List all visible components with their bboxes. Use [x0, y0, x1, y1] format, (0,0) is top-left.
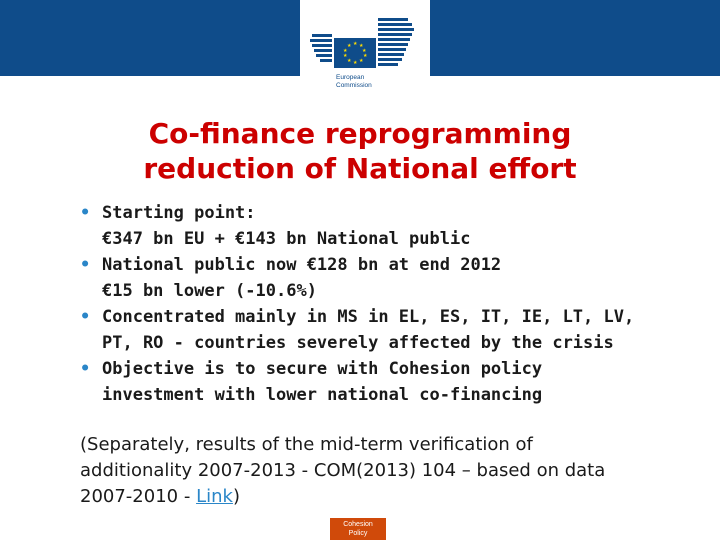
bullet-item: [80, 200, 700, 252]
bullet-line: Starting point:: [102, 203, 256, 223]
bullet-dot-icon: •: [80, 203, 91, 223]
svg-text:★: ★: [353, 41, 358, 47]
bullet-line: €347 bn EU + €143 bn National public: [102, 229, 471, 249]
note-line-1: (Separately, results of the mid-term verification of: [80, 434, 533, 455]
svg-text:★: ★: [343, 48, 348, 54]
bullet-item: [80, 252, 700, 304]
bullet-line: Objective is to secure with Cohesion policy: [102, 359, 543, 379]
bullet-line: Concentrated mainly in MS in EL, ES, IT, IE, LT, LV,: [102, 307, 635, 327]
svg-text:★: ★: [343, 53, 348, 59]
cohesion-policy-badge: [330, 518, 386, 540]
bullet-list: [80, 200, 700, 408]
logo-line-1: European: [336, 74, 365, 81]
logo-caption: [336, 74, 396, 90]
note-line-3-suffix: ): [232, 486, 240, 507]
additionality-note: [80, 432, 700, 510]
bullet-dot-icon: •: [80, 255, 91, 275]
bullet-line: €15 bn lower (-10.6%): [102, 281, 317, 301]
svg-text:★: ★: [359, 43, 364, 49]
badge-line-1: Cohesion: [343, 521, 373, 528]
note-line-3-prefix: 2007-2010 -: [80, 486, 197, 507]
bullet-dot-icon: •: [80, 359, 91, 379]
bullet-line: investment with lower national co-financing: [102, 385, 543, 405]
logo-line-2: Commission: [336, 82, 372, 89]
slide-title: [60, 116, 660, 186]
additionality-link[interactable]: Link: [196, 486, 233, 507]
bullet-line: National public now €128 bn at end 2012: [102, 255, 502, 275]
svg-text:★: ★: [363, 53, 368, 59]
svg-text:★: ★: [347, 58, 352, 64]
title-line-2: reduction of National effort: [143, 152, 577, 185]
svg-text:★: ★: [353, 60, 358, 66]
svg-text:★: ★: [359, 58, 364, 64]
bullet-line: PT, RO - countries severely affected by the crisis: [102, 333, 614, 353]
bullet-dot-icon: •: [80, 307, 91, 327]
title-line-1: Co-finance reprogramming: [148, 117, 572, 150]
note-line-2: additionality 2007-2013 - COM(2013) 104 – based on data: [80, 460, 606, 481]
bullet-item: [80, 304, 700, 356]
svg-text:★: ★: [362, 48, 367, 54]
european-commission-logo: [300, 0, 430, 100]
badge-line-2: Policy: [348, 530, 368, 537]
note-line-3: [80, 484, 700, 510]
bullet-item: [80, 356, 700, 408]
svg-text:★: ★: [347, 43, 352, 49]
